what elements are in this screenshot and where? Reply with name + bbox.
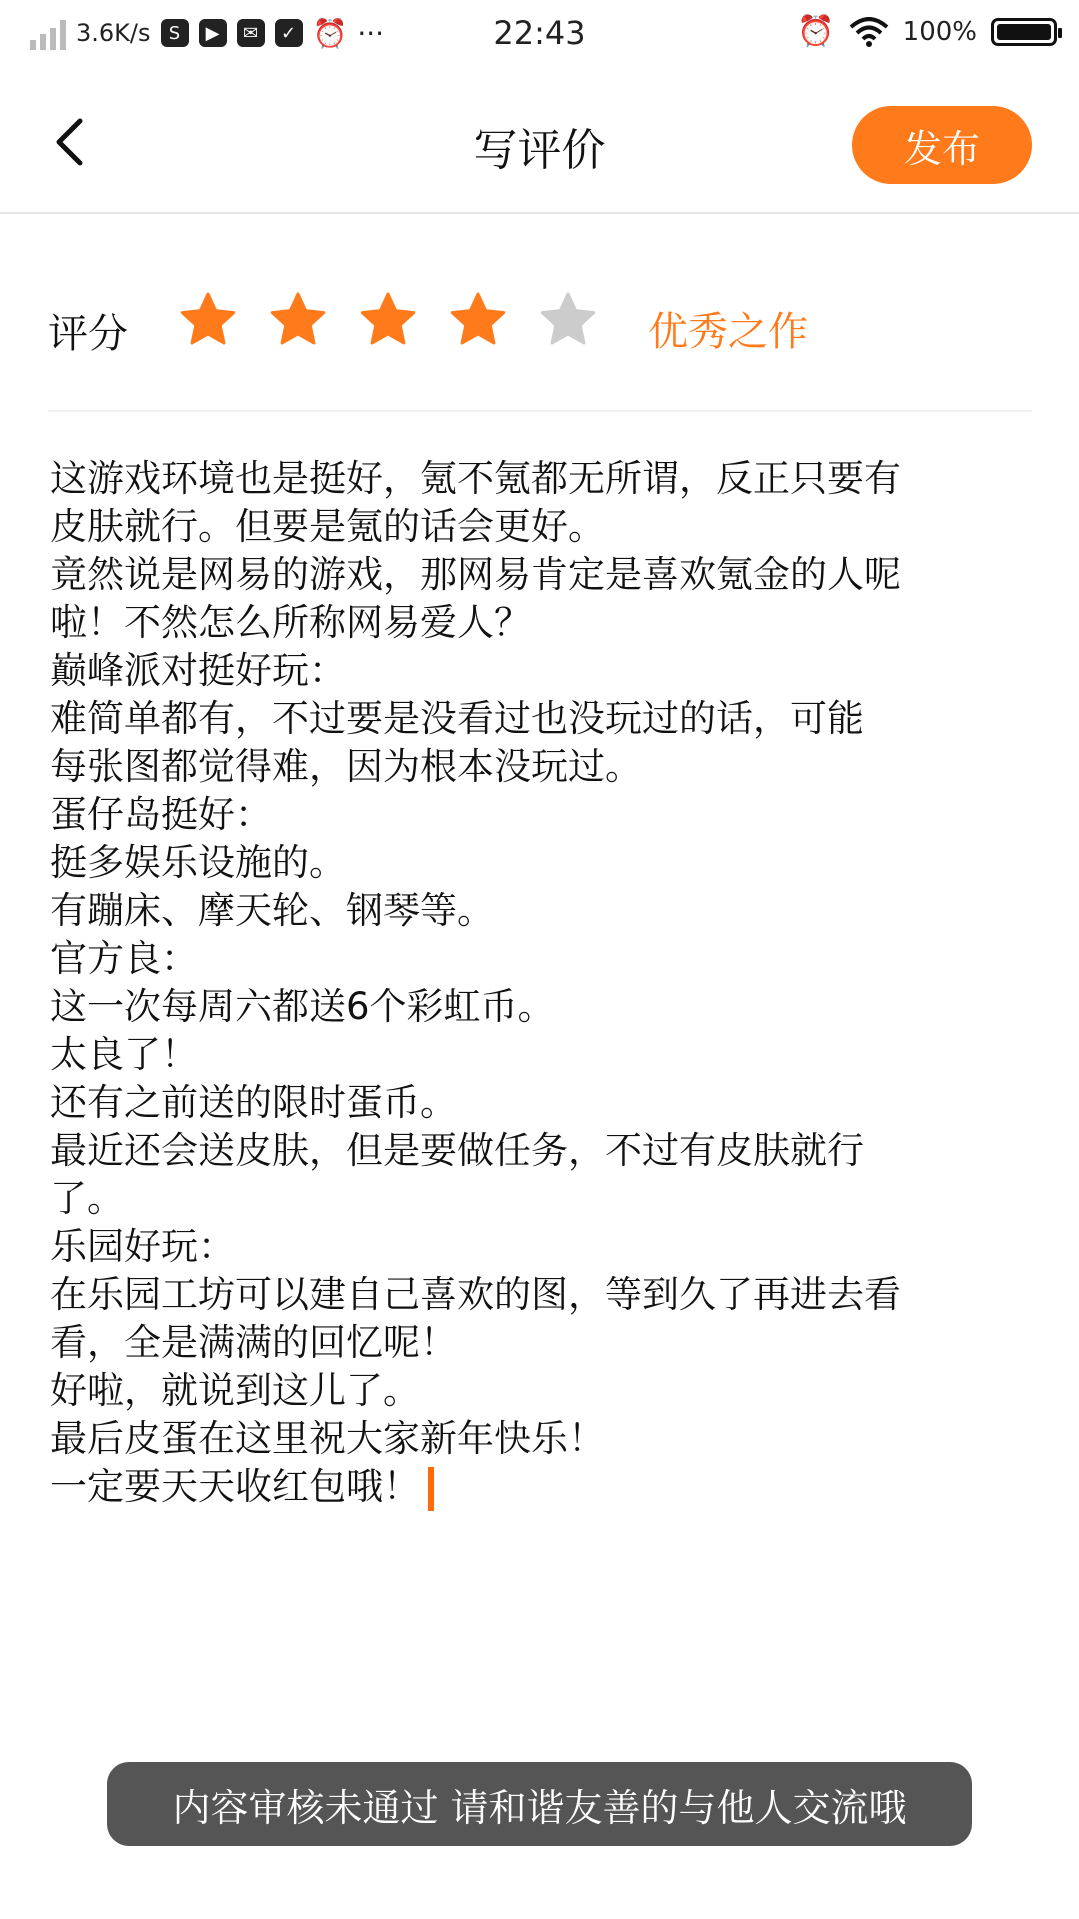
status-bar xyxy=(0,0,1079,70)
clock: 22:43 xyxy=(493,14,586,52)
net-speed: 3.6K/s xyxy=(76,19,151,47)
status-left xyxy=(30,16,384,50)
review-line: 有蹦床、摩天轮、钢琴等。 xyxy=(50,889,494,932)
review-line: 太良了！ xyxy=(50,1033,198,1076)
status-right xyxy=(797,14,1057,49)
toast-message: 内容审核未通过 请和谐友善的与他人交流哦 xyxy=(172,1785,907,1830)
publish-button[interactable]: 发布 xyxy=(852,106,1032,184)
rating-row xyxy=(48,280,1032,390)
star-icon[interactable] xyxy=(268,290,328,350)
review-line: 这游戏环境也是挺好，氪不氪都无所谓，反正只要有 xyxy=(50,457,901,500)
battery-percent: 100% xyxy=(902,16,977,47)
review-line: 最后皮蛋在这里祝大家新年快乐！ xyxy=(50,1417,605,1460)
review-line: 一定要天天收红包哦！ xyxy=(50,1463,1030,1511)
review-line: 乐园好玩： xyxy=(50,1225,235,1268)
star-icon[interactable] xyxy=(178,290,238,350)
star-icon[interactable] xyxy=(358,290,418,350)
more-notifications-icon: ··· xyxy=(357,16,385,50)
review-line: 了。 xyxy=(50,1177,124,1220)
page-title: 写评价 xyxy=(473,125,606,176)
play-icon: ▶ xyxy=(199,19,227,47)
review-line: 啦！不然怎么所称网易爱人？ xyxy=(50,601,531,644)
review-line: 竟然说是网易的游戏，那网易肯定是喜欢氪金的人呢 xyxy=(50,553,901,596)
signal-icon xyxy=(30,16,66,50)
wifi-icon xyxy=(849,17,889,47)
rating-description: 优秀之作 xyxy=(648,309,808,355)
review-line: 难简单都有，不过要是没看过也没玩过的话，可能 xyxy=(50,697,864,740)
review-line: 官方良： xyxy=(50,937,198,980)
battery-icon xyxy=(991,18,1057,46)
review-line: 最近还会送皮肤，但是要做任务，不过有皮肤就行 xyxy=(50,1129,864,1172)
review-line: 巅峰派对挺好玩： xyxy=(50,649,346,692)
chevron-left-icon xyxy=(54,118,84,166)
soul-app-icon: S xyxy=(161,19,189,47)
review-line: 看，全是满满的回忆呢！ xyxy=(50,1321,457,1364)
alarm-clock-icon: ⏰ xyxy=(797,14,835,49)
alarm-icon: ⏰ xyxy=(312,16,348,50)
review-line: 挺多娱乐设施的。 xyxy=(50,841,346,884)
review-line: 这一次每周六都送6个彩虹币。 xyxy=(50,985,555,1028)
star-icon[interactable] xyxy=(538,290,598,350)
moderation-toast xyxy=(107,1762,972,1846)
review-line: 还有之前送的限时蛋币。 xyxy=(50,1081,457,1124)
review-text-area[interactable] xyxy=(50,455,1030,1511)
clipboard-icon: ✓ xyxy=(275,19,303,47)
mail-icon: ✉ xyxy=(237,19,265,47)
rating-label: 评分 xyxy=(48,311,128,357)
star-rating[interactable] xyxy=(178,290,598,350)
review-line: 每张图都觉得难，因为根本没玩过。 xyxy=(50,745,642,788)
review-line: 皮肤就行。但要是氪的话会更好。 xyxy=(50,505,605,548)
review-line: 蛋仔岛挺好： xyxy=(50,793,272,836)
header xyxy=(0,70,1079,214)
back-button[interactable] xyxy=(44,114,94,170)
text-cursor xyxy=(428,1467,434,1511)
review-line: 在乐园工坊可以建自己喜欢的图，等到久了再进去看 xyxy=(50,1273,901,1316)
review-line: 好啦，就说到这儿了。 xyxy=(50,1369,420,1412)
star-icon[interactable] xyxy=(448,290,508,350)
divider xyxy=(48,410,1032,412)
